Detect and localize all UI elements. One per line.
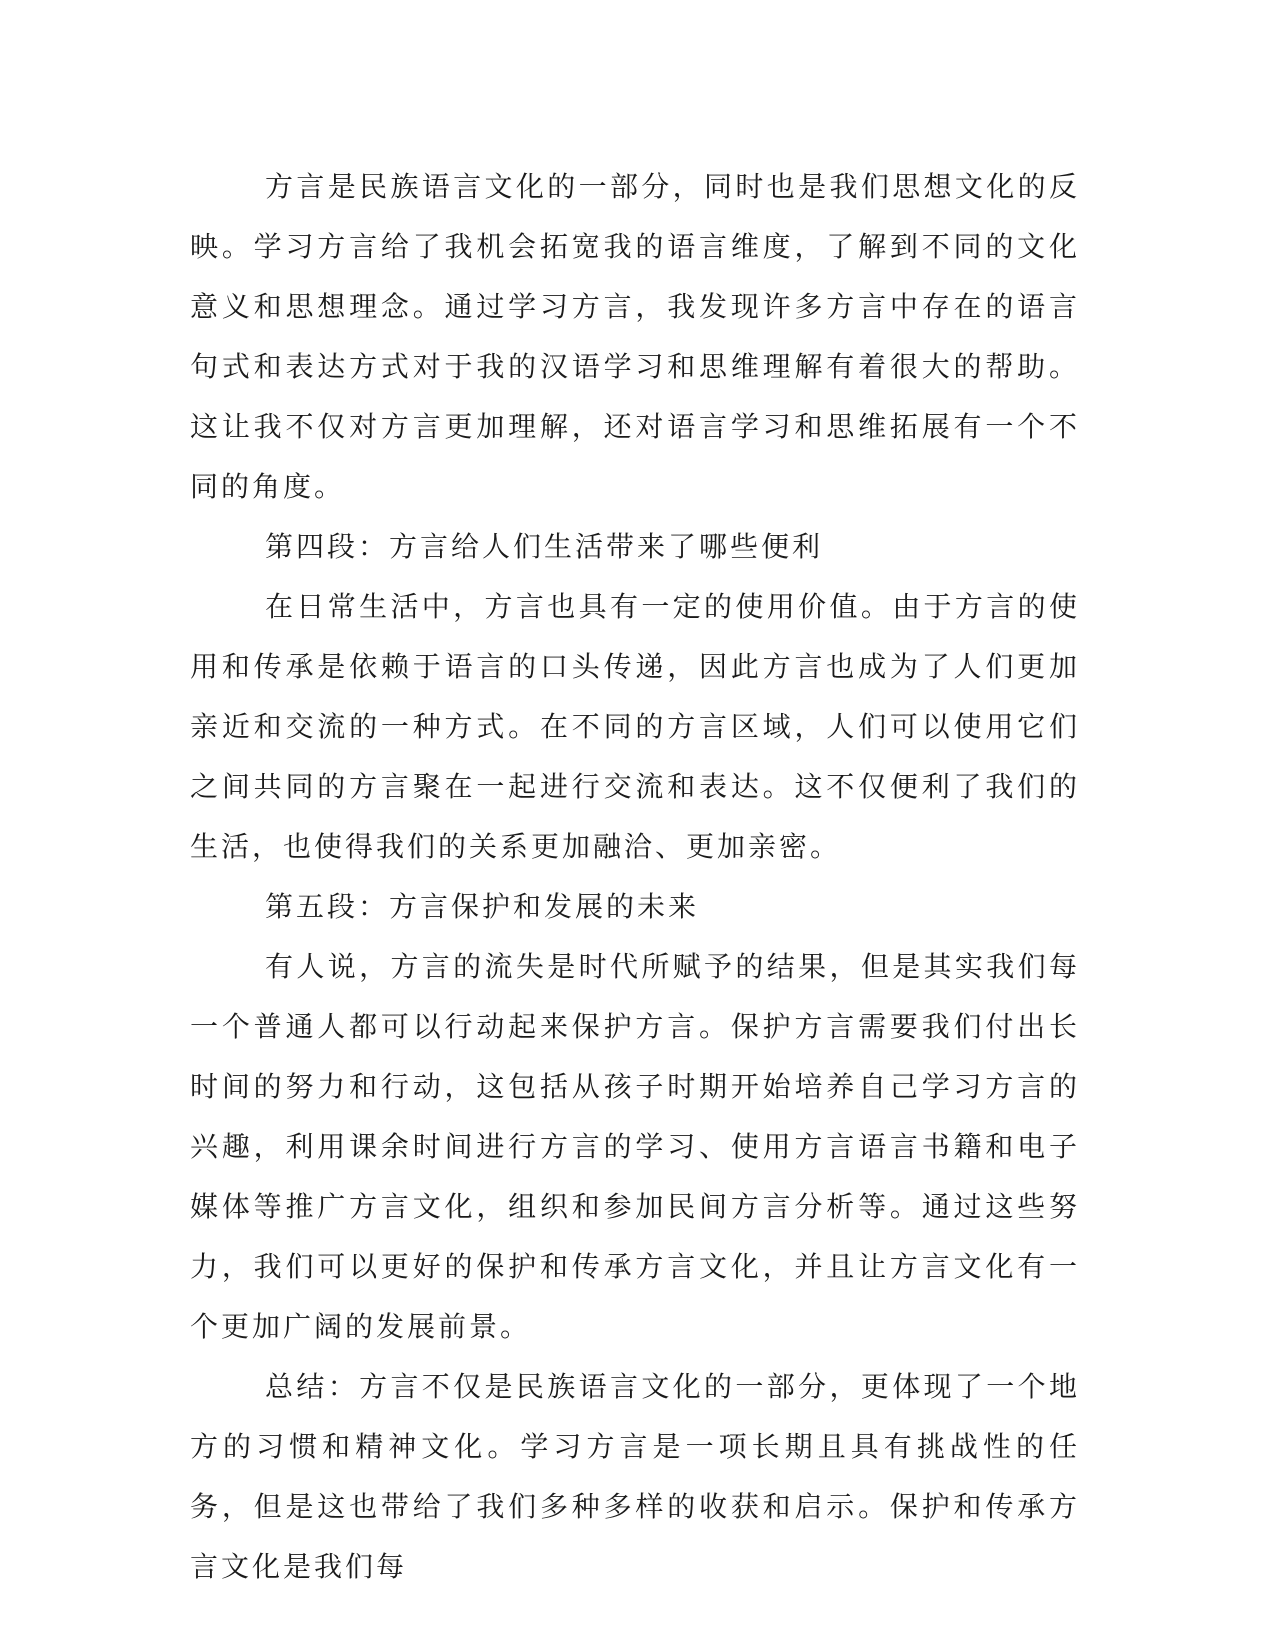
paragraph-summary: 总结：方言不仅是民族语言文化的一部分，更体现了一个地方的习惯和精神文化。学习方言是一项长期且具有挑战性的任务，但是这也带给了我们多种多样的收获和启示。保护和传承方言文化是我们每 [190,1370,1080,1583]
paragraph-protection: 有人说，方言的流失是时代所赋予的结果，但是其实我们每一个普通人都可以行动起来保护方言。保护方言需要我们付出长时间的努力和行动，这包括从孩子时期开始培养自己学习方言的兴趣，利用课余时间进行方言的学习、使用方言语言书籍和电子媒体等推广方言文化，组织和参加民间方言分析等。通过这些努力，我们可以更好的保护和传承方言文化，并且让方言文化有一个更加广阔的发展前景。 [190,950,1080,1343]
paragraph-daily-life: 在日常生活中，方言也具有一定的使用价值。由于方言的使用和传承是依赖于语言的口头传递，因此方言也成为了人们更加亲近和交流的一种方式。在不同的方言区域，人们可以使用它们之间共同的方言聚在一起进行交流和表达。这不仅便利了我们的生活，也使得我们的关系更加融洽、更加亲密。 [190,590,1080,863]
section-heading-five: 第五段：方言保护和发展的未来 [265,890,700,923]
section-heading-four: 第四段：方言给人们生活带来了哪些便利 [265,530,824,563]
paragraph-learning-dialect: 方言是民族语言文化的一部分，同时也是我们思想文化的反映。学习方言给了我机会拓宽我的语言维度，了解到不同的文化意义和思想理念。通过学习方言，我发现许多方言中存在的语言句式和表达方式对于我的汉语学习和思维理解有着很大的帮助。这让我不仅对方言更加理解，还对语言学习和思维拓展有一个不同的角度。 [190,170,1080,503]
document-body [190,157,1080,1597]
